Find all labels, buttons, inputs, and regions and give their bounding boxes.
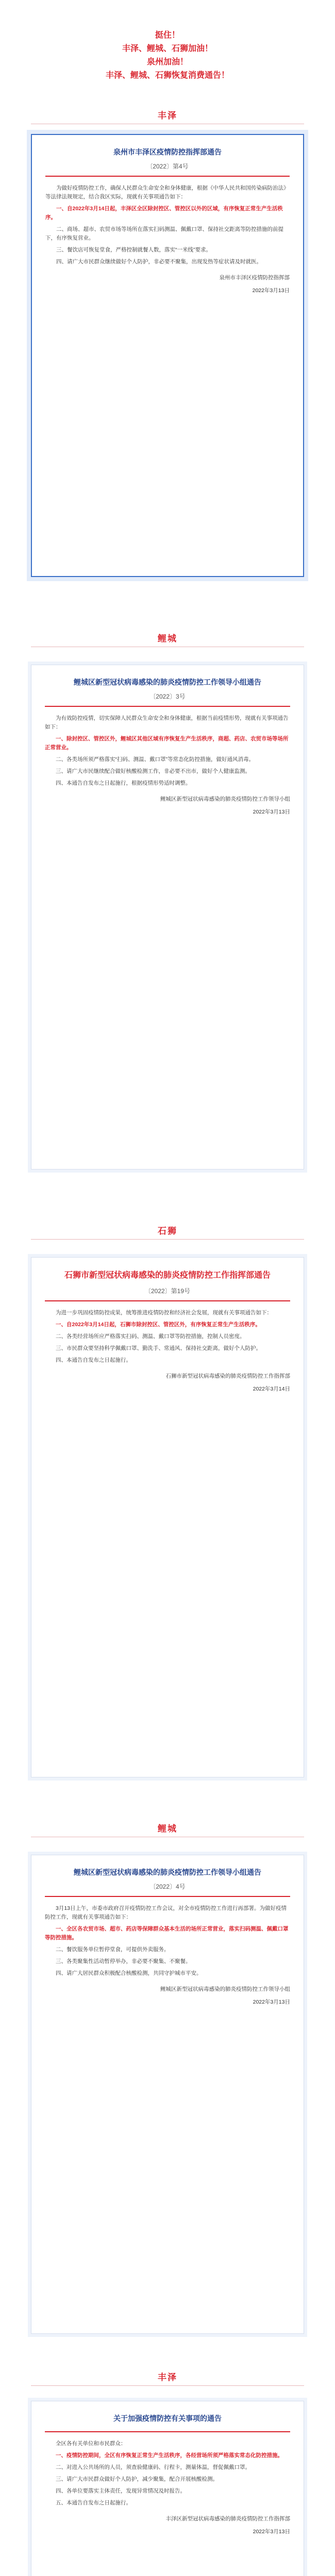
notice-paragraph: 四、本通告自发布之日起施行，根据疫情形势适时调整。 <box>56 780 191 786</box>
notice-paragraph: 四、各单位要落实主体责任，发现异常情况及时报告。 <box>56 2488 186 2494</box>
notice-card-licheng-2 <box>31 1855 304 2334</box>
notice-signature: 石狮市新型冠状病毒感染的肺炎疫情防控工作指挥部 <box>165 1373 290 1379</box>
notice-paragraph: 四、本通告自发布之日起施行。 <box>56 1357 131 1363</box>
notice-paragraph: 3月13日上午，市委市政府召开疫情防控工作会议，对全市疫情防控工作进行再部署。为做好疫情防控工作，现就有关事项通告如下： <box>45 1905 287 1920</box>
notice-title: 石狮市新型冠状病毒感染的肺炎疫情防控工作指挥部通告 <box>64 1271 271 1280</box>
intro-line-3: 泉州加油！ <box>146 58 188 66</box>
notice-card-last <box>31 2401 304 2576</box>
intro-block <box>0 0 335 88</box>
red-rule <box>45 2431 290 2432</box>
notice-paragraph: 三、请广大市民群众做好个人防护，减少聚集，配合开展核酸检测。 <box>56 2476 218 2482</box>
notice-paragraph: 一、全区各农贸市场、超市、药店等保障群众基本生活的场所正常营业，落实扫码测温、佩戴口罩等防控措施。 <box>45 1926 289 1941</box>
notice-card-licheng <box>31 665 304 1170</box>
notice-title: 鲤城区新型冠状病毒感染的肺炎疫情防控工作领导小组通告 <box>74 678 261 686</box>
notice-paragraph: 二、餐饮服务单位暂停堂食，可提供外卖服务。 <box>56 1946 170 1953</box>
notice-title: 关于加强疫情防控有关事项的通告 <box>113 2414 222 2422</box>
notice-paragraph: 为做好疫情防控工作，确保人民群众生命安全和身体健康，根据《中华人民共和国传染病防治法》等法律法规规定，结合我区实际，现就有关事项通告如下： <box>45 185 289 200</box>
notice-paragraph: 为进一步巩固疫情防控成果，统筹推进疫情防控和经济社会发展，现就有关事项通告如下： <box>56 1310 272 1316</box>
notice-docno: 〔2022〕第19号 <box>144 1287 191 1295</box>
notice-card-shishi <box>31 1257 304 1777</box>
red-rule <box>45 1300 290 1301</box>
notice-body <box>31 712 304 793</box>
notice-paragraph: 三、餐饮店可恢复堂食，严格控制就餐人数，落实“一米线”要求。 <box>56 247 211 253</box>
notice-date: 2022年3月13日 <box>253 809 290 815</box>
intro-line-4: 丰泽、鲤城、石狮恢复消费通告！ <box>105 71 229 80</box>
notice-paragraph: 三、市民群众要坚持科学佩戴口罩、勤洗手、常通风、保持社交距离，做好个人防护。 <box>56 1345 261 1351</box>
notice-paragraph: 五、本通告自发布之日起施行。 <box>56 2500 131 2506</box>
notice-signature: 泉州市丰泽区疫情防控指挥部 <box>219 275 290 281</box>
notice-body <box>31 1902 304 1983</box>
notice-date: 2022年3月14日 <box>253 1386 290 1392</box>
red-rule <box>45 1896 290 1897</box>
red-rule <box>45 176 290 177</box>
notice-card-fengze <box>31 134 304 577</box>
section-divider <box>31 1239 304 1240</box>
section-title-shishi: 石狮 <box>158 1226 177 1236</box>
notice-docno: 〔2022〕4号 <box>149 1883 186 1890</box>
notice-paragraph: 全区各有关单位和市民群众： <box>56 2441 126 2447</box>
intro-line-2: 丰泽、鲤城、石狮加油！ <box>122 44 213 53</box>
notice-paragraph: 二、各类经营场所应严格落实扫码、测温、戴口罩等防控措施，控制人员密度。 <box>56 1333 245 1340</box>
notice-paragraph: 二、商场、超市、农贸市场等场所在落实扫码测温、佩戴口罩、保持社交距离等防控措施的前提下，有序恢复营业。 <box>45 226 283 241</box>
notice-paragraph: 一、自2022年3月14日起，丰泽区全区除封控区、管控区以外的区域，有序恢复正常生产生活秩序。 <box>45 206 283 221</box>
notice-paragraph: 三、请广大市民继续配合做好核酸检测工作，非必要不出市，做好个人健康监测。 <box>56 768 250 774</box>
notice-docno: 〔2022〕第4号 <box>146 163 189 170</box>
section-title-licheng: 鲤城 <box>158 634 177 643</box>
notice-signature: 丰泽区新型冠状病毒感染的肺炎疫情防控工作指挥部 <box>165 2516 290 2522</box>
notice-paragraph: 一、自2022年3月14日起，石狮市除封控区、管控区外，有序恢复正常生产生活秩序。 <box>56 1321 261 1328</box>
notice-date: 2022年3月13日 <box>252 287 290 294</box>
notice-paragraph: 四、请广大居民群众积极配合核酸检测，共同守护城市平安。 <box>56 1970 202 1976</box>
notice-paragraph: 二、各类场所须严格落实“扫码、测温、戴口罩”等常态化防控措施，做好通风消毒。 <box>56 756 254 762</box>
notice-signature: 鲤城区新型冠状病毒感染的肺炎疫情防控工作领导小组 <box>160 1986 290 1992</box>
notice-paragraph: 二、对进入公共场所的人员，须查验健康码、行程卡，测量体温，督促佩戴口罩。 <box>56 2464 250 2470</box>
notice-paragraph: 一、除封控区、管控区外，鲤城区其他区域有序恢复生产生活秩序，商超、药店、农贸市场等场所正常营业。 <box>45 736 289 751</box>
notice-paragraph: 四、请广大市民群众继续做好个人防护，非必要不聚集，出现发热等症状请及时就医。 <box>56 259 262 265</box>
notice-body <box>31 1307 304 1370</box>
notice-docno: 〔2022〕3号 <box>149 693 186 700</box>
notice-date: 2022年3月13日 <box>253 2529 290 2535</box>
notice-paragraph: 一、疫情防控期间，全区有序恢复正常生产生活秩序，各经营场所须严格落实常态化防控措施。 <box>56 2452 283 2459</box>
red-rule <box>45 706 290 707</box>
section-title-last: 丰泽 <box>158 2372 177 2382</box>
section-title-licheng-2: 鲤城 <box>158 1824 177 1834</box>
notice-paragraph: 为有效防控疫情，切实保障人民群众生命安全和身体健康，根据当前疫情形势，现就有关事项通告如下： <box>45 715 289 730</box>
notice-date: 2022年3月13日 <box>253 1999 290 2005</box>
notice-paragraph: 三、各类聚集性活动暂停举办，非必要不聚集、不聚餐。 <box>56 1958 191 1964</box>
notice-body <box>32 182 303 272</box>
notice-signature: 鲤城区新型冠状病毒感染的肺炎疫情防控工作领导小组 <box>160 796 290 802</box>
notice-title: 鲤城区新型冠状病毒感染的肺炎疫情防控工作领导小组通告 <box>74 1868 261 1876</box>
notice-body <box>31 2437 304 2513</box>
section-title-fengze: 丰泽 <box>158 111 177 121</box>
intro-line-1: 挺住！ <box>155 31 180 40</box>
section-divider <box>31 2385 304 2386</box>
notice-title: 泉州市丰泽区疫情防控指挥部通告 <box>113 148 222 156</box>
